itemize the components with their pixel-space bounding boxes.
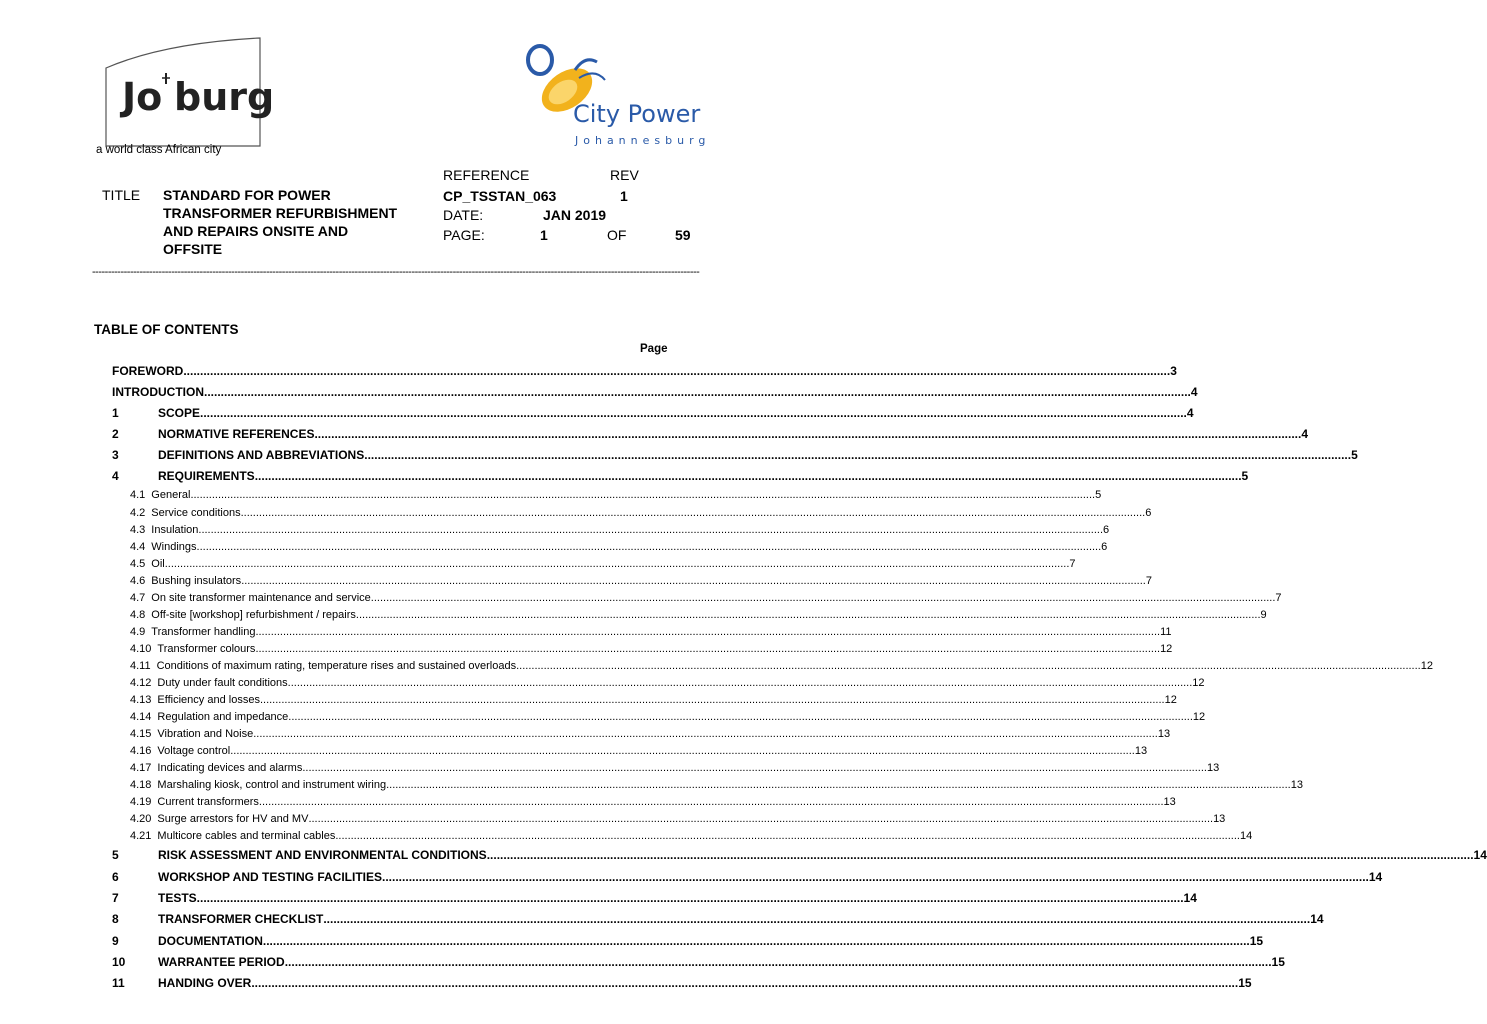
toc-entry[interactable]: [130, 573, 1152, 587]
toc-entry-number: 4.9: [130, 626, 146, 638]
of-label: OF: [607, 227, 627, 243]
toc-entry-number: 4.10: [130, 643, 152, 655]
joburg-logo: [104, 38, 275, 150]
toc-entry-page: 12: [1420, 660, 1433, 672]
toc-entry-page: 13: [1157, 728, 1171, 740]
toc-leader-dots: [197, 891, 1184, 905]
toc-entry-title: INTRODUCTION: [112, 385, 204, 399]
toc-leader-dots: [263, 934, 1250, 948]
toc-entry-number: 4.21: [130, 830, 152, 842]
toc-entry-number: 1: [112, 406, 119, 420]
title-line-4: OFFSITE: [163, 241, 223, 257]
toc-leader-dots: [288, 677, 1193, 689]
toc-entry-title: Windings: [151, 541, 197, 553]
toc-entry-page: 13: [1213, 813, 1226, 825]
toc-leader-dots: [516, 660, 1421, 672]
toc-leader-dots: [251, 976, 1238, 990]
toc-entry-page: 3: [1170, 364, 1177, 378]
toc-entry[interactable]: [130, 522, 1110, 536]
toc-entry-number: 7: [112, 891, 119, 905]
toc-entry-title: Transformer colours: [157, 643, 256, 655]
toc-leader-dots: [302, 762, 1207, 774]
toc-entry-number: 6: [112, 870, 119, 884]
toc-entry-number: 10: [112, 955, 126, 969]
toc-entry-number: 4.16: [130, 745, 152, 757]
toc-entry-page: 4: [1190, 385, 1198, 399]
toc-entry[interactable]: [112, 406, 1194, 420]
toc-entry[interactable]: [130, 743, 1148, 757]
toc-entry[interactable]: [130, 794, 1176, 808]
toc-entry[interactable]: [130, 760, 1220, 774]
toc-entry-title: Duty under fault conditions: [157, 677, 288, 689]
toc-entry-title: Efficiency and losses: [157, 694, 260, 706]
toc-entry-number: 11: [112, 976, 125, 990]
toc-entry-title: Regulation and impedance: [157, 711, 289, 723]
toc-entry-page: 7: [1145, 575, 1152, 587]
toc-entry-page: 14: [1183, 891, 1197, 905]
toc-entry-number: 5: [112, 848, 119, 862]
toc-entry-number: 4.18: [130, 779, 152, 791]
toc-entry-title: Marshaling kiosk, control and instrument wiring: [157, 779, 387, 791]
toc-entry-number: 4: [112, 469, 119, 483]
toc-entry-page: 13: [1290, 779, 1303, 791]
toc-entry-number: 2: [112, 427, 119, 441]
toc-leader-dots: [260, 694, 1165, 706]
toc-entry[interactable]: [130, 505, 1152, 519]
toc-leader-dots: [308, 813, 1213, 825]
toc-entry-page: 6: [1103, 524, 1110, 536]
date-value: JAN 2019: [543, 207, 607, 223]
reference-value: CP_TSSTAN_063: [443, 188, 557, 204]
toc-entry-title: TESTS: [158, 891, 197, 905]
toc-entry-title: TRANSFORMER CHECKLIST: [158, 912, 324, 926]
toc-entry-page: 12: [1164, 694, 1177, 706]
toc-entry-number: 4.14: [130, 711, 152, 723]
toc-entry[interactable]: [112, 891, 1197, 905]
toc-entry-number: 9: [112, 934, 119, 948]
date-label: DATE:: [443, 207, 484, 223]
toc-entry-page: 6: [1101, 541, 1108, 553]
toc-entry[interactable]: [130, 709, 1206, 723]
toc-entry-title: NORMATIVE REFERENCES: [158, 427, 315, 441]
toc-entry-page: 15: [1271, 955, 1285, 969]
toc-entry-number: 3: [112, 448, 119, 462]
toc-entry-page: 5: [1095, 489, 1102, 501]
toc-entry[interactable]: [130, 692, 1177, 706]
toc-leader-dots: [253, 728, 1158, 740]
title-line-3: AND REPAIRS ONSITE AND: [163, 223, 349, 239]
toc-entry[interactable]: [130, 828, 1253, 842]
toc-entry-page: 15: [1238, 976, 1252, 990]
toc-entry[interactable]: [130, 641, 1173, 655]
toc-entry-title: On site transformer maintenance and service: [151, 592, 371, 604]
toc-entry[interactable]: [112, 976, 1252, 990]
toc-entry-number: 4.19: [130, 796, 152, 808]
toc-leader-dots: [288, 711, 1193, 723]
document-title: [163, 186, 433, 258]
toc-entry-title: Indicating devices and alarms: [157, 762, 303, 774]
toc-leader-dots: [190, 489, 1095, 501]
toc-entry-number: 4.2: [130, 507, 146, 519]
toc-leader-dots: [230, 745, 1135, 757]
toc-entry[interactable]: [112, 912, 1324, 926]
toc-leader-dots: [259, 796, 1164, 808]
toc-leader-dots: [241, 507, 1146, 519]
toc-entry-number: 4.1: [130, 489, 146, 501]
toc-entry[interactable]: [130, 675, 1205, 689]
toc-entry-title: FOREWORD: [112, 364, 184, 378]
toc-entry-title: SCOPE: [158, 406, 201, 420]
toc-entry-number: 4.17: [130, 762, 152, 774]
toc-entry-page: 13: [1134, 745, 1148, 757]
toc-leader-dots: [487, 848, 1474, 862]
toc-entry-page: 4: [1186, 406, 1194, 420]
toc-entry-title: Surge arrestors for HV and MV: [157, 813, 309, 825]
toc-entry-title: Service conditions: [151, 507, 241, 519]
toc-leader-dots: [183, 364, 1170, 378]
toc-entry-title: RISK ASSESSMENT AND ENVIRONMENTAL CONDITIONS: [158, 848, 487, 862]
toc-entry[interactable]: [112, 469, 1249, 483]
toc-entry[interactable]: [112, 870, 1383, 884]
toc-entry-page: 7: [1069, 558, 1076, 570]
toc-leader-dots: [356, 609, 1261, 621]
toc-entry[interactable]: [112, 848, 1487, 862]
toc-entry-title: General: [151, 489, 191, 501]
title-label: TITLE: [102, 187, 141, 203]
svg-text:City Power: City Power: [573, 100, 701, 128]
toc-entry[interactable]: [130, 487, 1102, 501]
toc-entry-number: 4.5: [130, 558, 146, 570]
toc-entry[interactable]: [112, 385, 1198, 399]
toc-entry[interactable]: [130, 539, 1108, 553]
toc-entry-title: Off-site [workshop] refurbishment / repairs: [151, 609, 356, 621]
toc-leader-dots: [165, 558, 1070, 570]
toc-entry[interactable]: [130, 777, 1303, 791]
toc-entry-page: 12: [1160, 643, 1173, 655]
toc-leader-dots: [314, 427, 1301, 441]
toc-entry-title: WORKSHOP AND TESTING FACILITIES: [158, 870, 383, 884]
toc-entry[interactable]: [130, 624, 1172, 638]
toc-entry-title: Insulation: [151, 524, 199, 536]
toc-entry-title: Oil: [151, 558, 165, 570]
toc-entry-title: Voltage control: [157, 745, 231, 757]
toc-entry-number: 4.13: [130, 694, 152, 706]
toc-entry-number: 4.11: [130, 660, 151, 672]
toc-entry[interactable]: [112, 427, 1309, 441]
joburg-tagline: a world class African city: [96, 144, 222, 156]
toc-entry[interactable]: [112, 955, 1285, 969]
toc-entry-title: Vibration and Noise: [157, 728, 254, 740]
toc-entry-title: Conditions of maximum rating, temperature rises and sustained overloads: [156, 660, 517, 672]
svg-text:Johannesburg: Johannesburg: [575, 134, 711, 147]
toc-entry-page: 11: [1160, 626, 1172, 638]
toc-entry-number: 8: [112, 912, 119, 926]
toc-page-header: Page: [640, 343, 668, 355]
toc-entry-number: 4.8: [130, 609, 146, 621]
toc-leader-dots: [382, 870, 1369, 884]
title-line-2: TRANSFORMER REFURBISHMENT: [163, 205, 398, 221]
toc-entry-page: 6: [1145, 507, 1152, 519]
toc-entry-number: 4.6: [130, 575, 146, 587]
rev-label: REV: [610, 167, 639, 183]
toc-entry-page: 12: [1192, 711, 1206, 723]
toc-entry-page: 15: [1249, 934, 1264, 948]
toc-entry-number: 4.4: [130, 541, 146, 553]
city-power-logo: [505, 40, 730, 152]
svg-text:Jo: Jo: [122, 75, 163, 119]
toc-leader-dots: [285, 955, 1272, 969]
toc-entry-title: Multicore cables and terminal cables: [157, 830, 336, 842]
toc-leader-dots: [204, 385, 1191, 399]
toc-leader-dots: [255, 643, 1160, 655]
toc-entry-page: 14: [1368, 870, 1383, 884]
toc-entry[interactable]: [130, 658, 1433, 672]
toc-entry-title: DEFINITIONS AND ABBREVIATIONS: [158, 448, 365, 462]
page-value: 1: [540, 227, 548, 243]
toc-entry-page: 14: [1473, 848, 1487, 862]
toc-entry-number: 4.3: [130, 524, 146, 536]
toc-entry-title: HANDING OVER: [158, 976, 252, 990]
toc-entry[interactable]: [130, 726, 1171, 740]
toc-entry-page: 5: [1241, 469, 1249, 483]
toc-entry-page: 13: [1163, 796, 1176, 808]
toc-entry-page: 5: [1351, 448, 1358, 462]
toc-entry-page: 14: [1310, 912, 1324, 926]
toc-entry-title: Current transformers: [157, 796, 259, 808]
toc-entry-page: 9: [1260, 609, 1267, 621]
toc-entry-title: REQUIREMENTS: [158, 469, 255, 483]
toc-entry-title: Bushing insulators: [151, 575, 242, 587]
toc-leader-dots: [200, 406, 1187, 420]
toc-entry-page: 14: [1239, 830, 1253, 842]
toc-title: TABLE OF CONTENTS: [94, 322, 239, 337]
toc-entry-page: 12: [1192, 677, 1205, 689]
toc-entry-page: 13: [1206, 762, 1220, 774]
title-line-1: STANDARD FOR POWER: [163, 187, 331, 203]
toc-leader-dots: [241, 575, 1146, 587]
toc-leader-dots: [198, 524, 1103, 536]
svg-text:burg: burg: [174, 75, 275, 119]
divider: ------------------------------------------------------------------------------------------------------------------------------------------------------------------------------------------------: [92, 266, 700, 278]
toc-entry[interactable]: [130, 590, 1282, 604]
toc-entry-number: 4.7: [130, 592, 146, 604]
toc-entry[interactable]: [112, 364, 1177, 378]
toc-entry[interactable]: [130, 607, 1267, 621]
toc-entry-number: 4.15: [130, 728, 152, 740]
toc-entry-title: Transformer handling: [151, 626, 256, 638]
toc-leader-dots: [386, 779, 1291, 791]
toc-leader-dots: [371, 592, 1276, 604]
toc-entry-title: DOCUMENTATION: [158, 934, 263, 948]
toc-entry[interactable]: [112, 448, 1358, 462]
toc-leader-dots: [335, 830, 1240, 842]
toc-entry-number: 4.20: [130, 813, 152, 825]
page-label: PAGE:: [443, 227, 485, 243]
toc-leader-dots: [197, 541, 1102, 553]
toc-leader-dots: [255, 626, 1160, 638]
rev-value: 1: [620, 188, 628, 204]
toc-entry[interactable]: [130, 811, 1226, 825]
toc-entry[interactable]: [130, 556, 1076, 570]
toc-leader-dots: [364, 448, 1351, 462]
toc-entry-page: 7: [1275, 592, 1282, 604]
total-pages: 59: [675, 227, 691, 243]
toc-entry[interactable]: [112, 934, 1264, 948]
toc-leader-dots: [255, 469, 1242, 483]
toc-entry-title: WARRANTEE PERIOD: [158, 955, 285, 969]
toc-entry-number: 4.12: [130, 677, 152, 689]
toc-leader-dots: [323, 912, 1310, 926]
toc-entry-page: 4: [1301, 427, 1309, 441]
reference-label: REFERENCE: [443, 167, 530, 183]
